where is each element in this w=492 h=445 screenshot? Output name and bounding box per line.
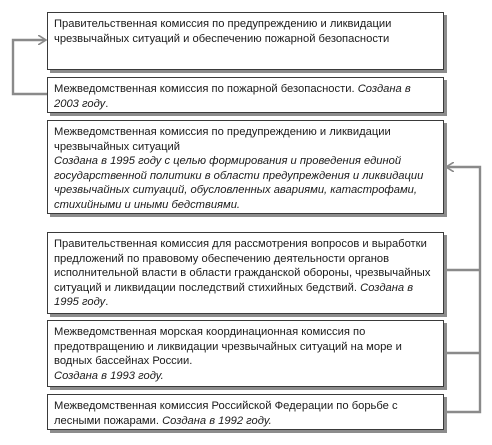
box-5-italic: Создана в 1993 году. xyxy=(54,369,164,382)
box-2-italic: Создана в 2003 году xyxy=(54,83,411,110)
box-interdepartmental-emergency xyxy=(47,120,444,214)
box-4-tail: . xyxy=(105,296,109,309)
box-3-italic: Создана в 1995 году с целью формирования и проведения единой государственной политики в области предупреждения и ликвидации чрезвычайных ситуаций, обусловленных авариями, катастрофами, стихийными и иными бедствиями. xyxy=(54,155,424,211)
box-6-italic: Создана в 1992 году. xyxy=(162,414,272,427)
box-4-italic: Создана в 1995 году xyxy=(54,281,414,309)
box-2-text: Межведомственная комиссия по пожарной безопасности. xyxy=(54,83,358,95)
box-1-text: Правительственная комиссия по предупреждению и ликвидации чрезвычайных ситуаций и обеспечению пожарной безопасности xyxy=(54,18,392,45)
box-interdepartmental-fire-safety xyxy=(47,77,444,113)
box-maritime-coordination xyxy=(47,320,444,387)
left-connector-arrow xyxy=(13,40,47,94)
box-4-text: Правительственная комиссия для рассмотрения вопросов и выработки предложений по правовому обеспечению деятельности органов исполнительной власти в области гражданской обороны, чрезвычайных ситуаций и ликвидации последствий стихийных бедствий. xyxy=(54,238,431,294)
box-government-legal-commission xyxy=(47,232,444,314)
box-government-commission-emergency xyxy=(47,12,444,70)
box-2-tail: . xyxy=(105,97,109,110)
box-3-text: Межведомственная комиссия по предупреждению и ликвидации чрезвычайных ситуаций xyxy=(54,126,391,153)
box-6-text: Межведомственная комиссия Российской Федерации по борьбе с лесными пожарами. xyxy=(54,400,398,427)
right-connector-arrow xyxy=(444,167,480,412)
box-forest-fires-commission xyxy=(47,394,444,430)
box-5-text: Межведомственная морская координационная комиссия по предотвращению и ликвидации чрезвычайных ситуаций на море и водных бассейнах России. xyxy=(54,326,402,368)
